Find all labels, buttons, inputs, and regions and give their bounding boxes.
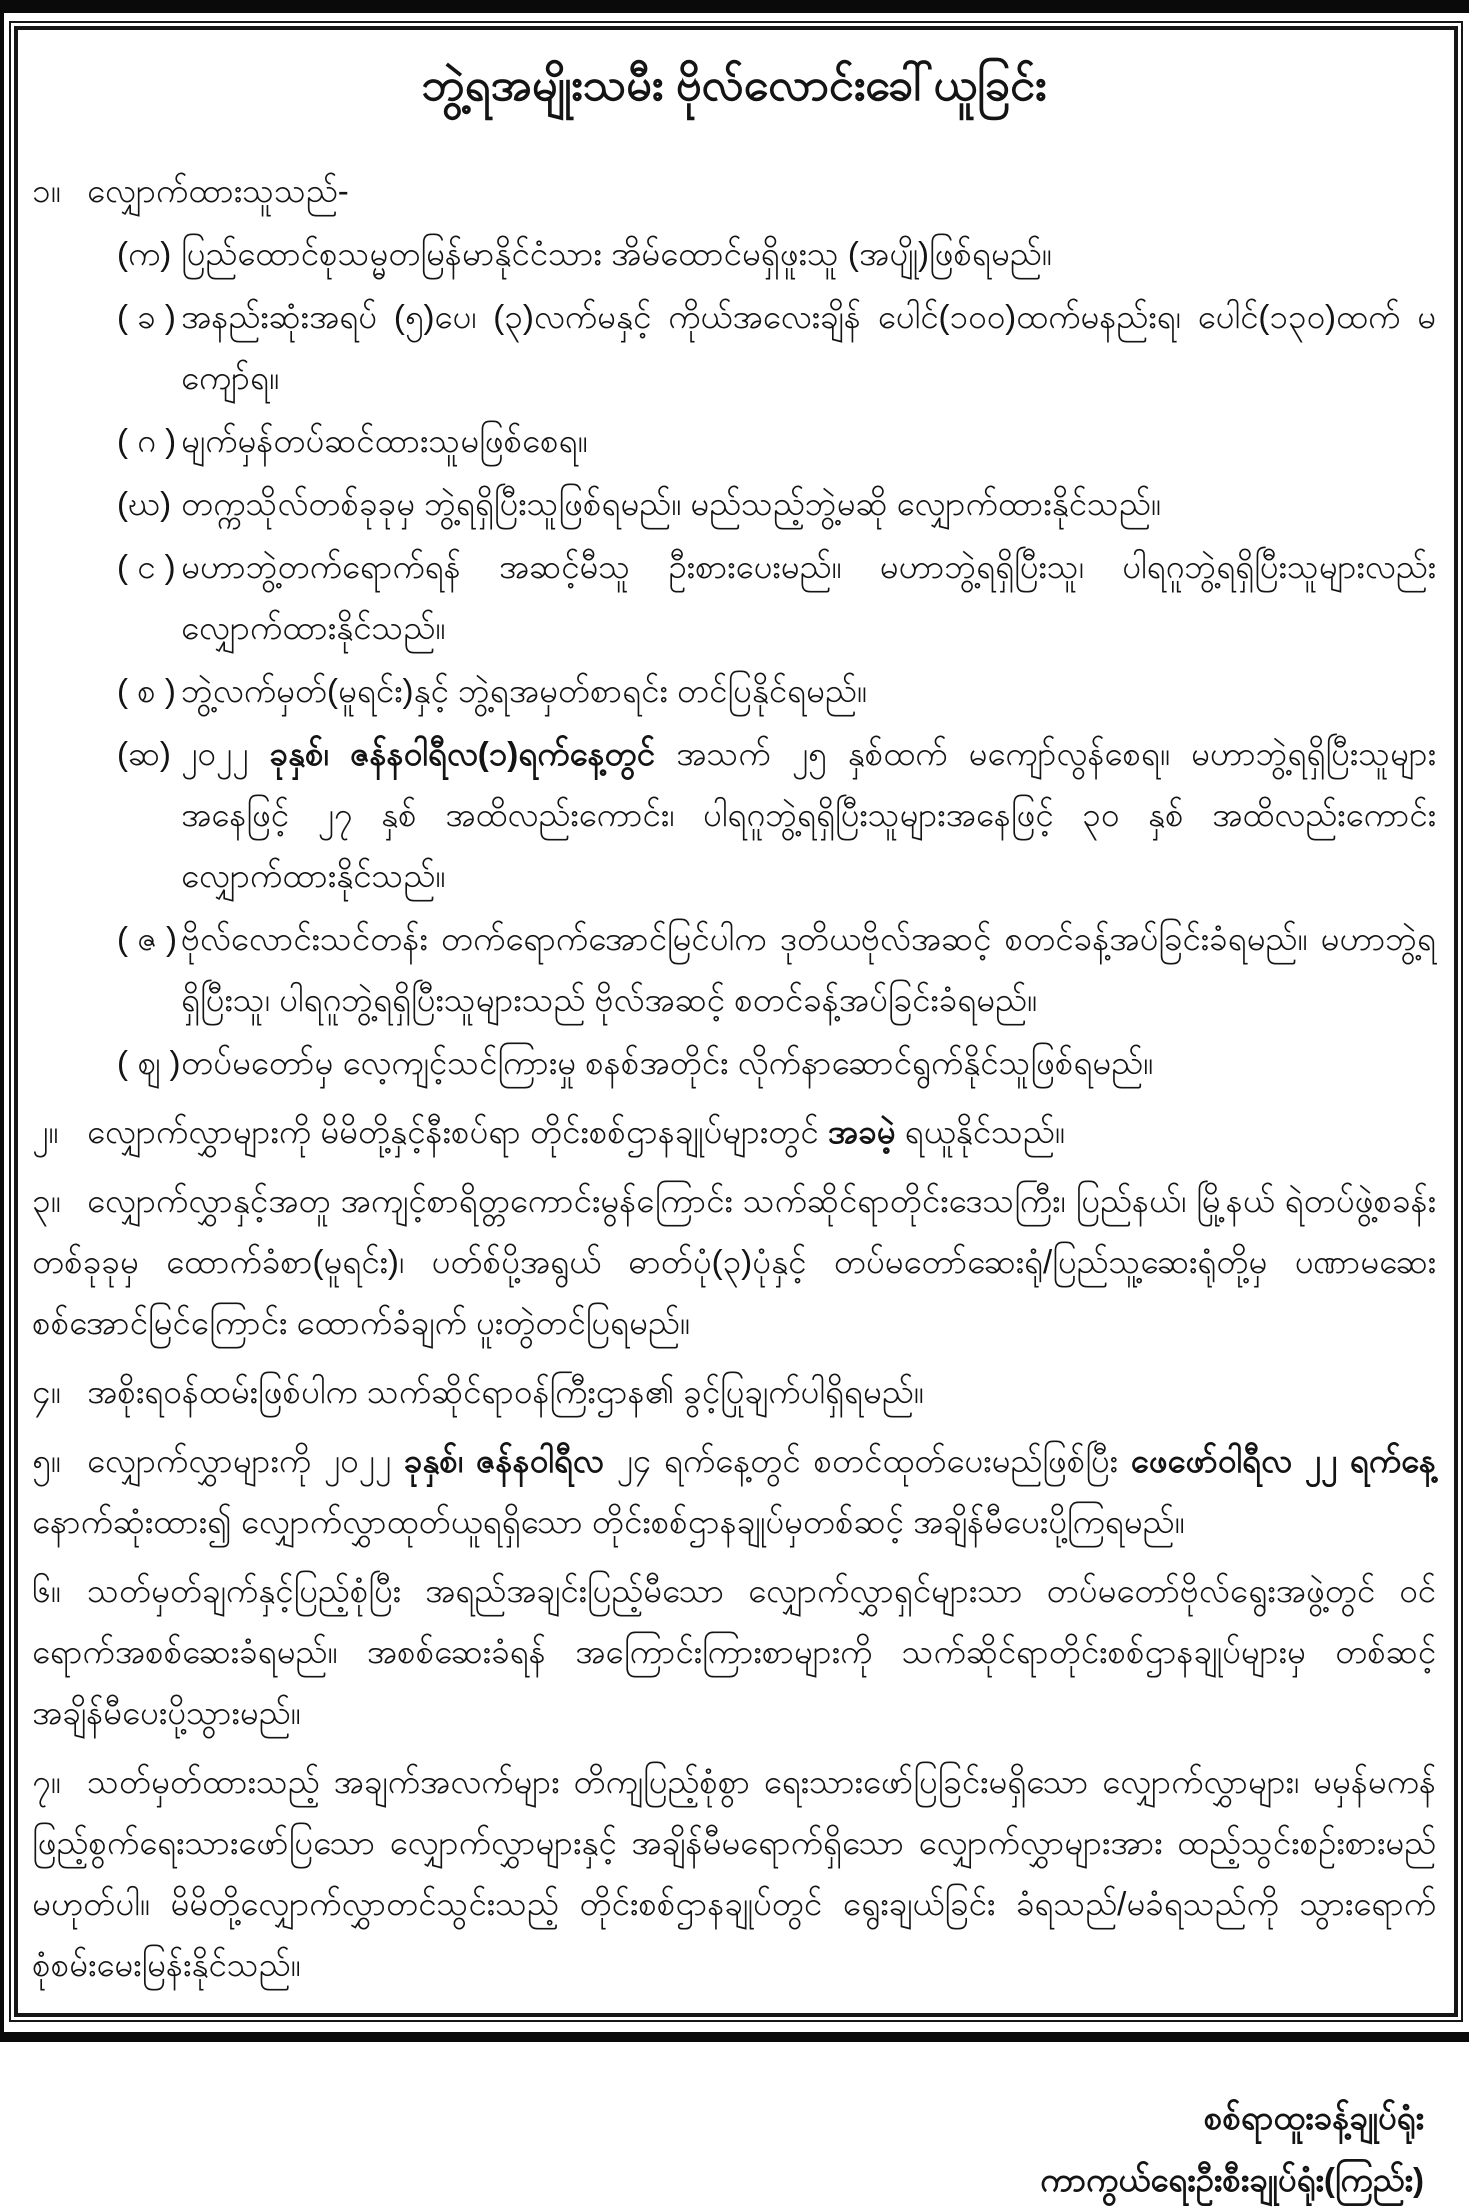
sub-item-sa-text: ဘွဲ့လက်မှတ်(မူရင်း)နှင့် ဘွဲ့ရအမှတ်စာရင်း တင်ပြနိုင်ရမည်။ bbox=[181, 672, 867, 709]
sub-item-sa bbox=[32, 660, 1436, 721]
sub-item-gha-text: တက္ကသိုလ်တစ်ခုခုမှ ဘွဲ့ရရှိပြီးသူဖြစ်ရမည်။ မည်သည့်ဘွဲ့မဆို လျှောက်ထားနိုင်သည်။ bbox=[181, 485, 1161, 522]
sub-item-jha-label: ( ဈ ) bbox=[117, 1044, 181, 1081]
item-3-number: ၃။ bbox=[32, 1182, 61, 1219]
item-1 bbox=[32, 160, 1436, 221]
signature-office-line1: စစ်ရာထူးခန့်ချုပ်ရုံး bbox=[1203, 2099, 1424, 2136]
sub-item-jha-text: တပ်မတော်မှ လေ့ကျင့်သင်ကြားမှု စနစ်အတိုင်း လိုက်နာဆောင်ရွက်နိုင်သူဖြစ်ရမည်။ bbox=[181, 1044, 1154, 1081]
item-5-text: လျှောက်လွှာများကို ၂၀၂၂ ခုနှစ်၊ ဇန်နဝါရီလ ၂၄ ရက်နေ့တွင် စတင်ထုတ်ပေးမည်ဖြစ်ပြီး ဖေဖော်ဝါရီလ ၂၂ ရက်နေ့နောက်ဆုံးထား၍ လျှောက်လွှာထုတ်ယူရရှိသော တိုင်းစစ်ဌာနချုပ်မှတစ်ဆင့် အချိန်မီပေးပို့ကြရမည်။ bbox=[32, 1442, 1436, 1540]
item-6 bbox=[32, 1560, 1436, 1743]
sub-item-ga-text: မျက်မှန်တပ်ဆင်ထားသူမဖြစ်စေရ။ bbox=[181, 422, 588, 459]
page-border-outer bbox=[9, 21, 1463, 2198]
sub-item-kha bbox=[32, 286, 1436, 408]
item-4-text: အစိုးရဝန်ထမ်းဖြစ်ပါက သက်ဆိုင်ရာဝန်ကြီးဌာန၏ ခွင့်ပြုချက်ပါရှိရမည်။ bbox=[87, 1373, 924, 1410]
signature-office-line2: ကာကွယ်ရေးဦးစီးချုပ်ရုံး(ကြည်း) bbox=[1040, 2161, 1424, 2198]
sub-item-hsa-text: ၂၀၂၂ ခုနှစ်၊ ဇန်နဝါရီလ(၁)ရက်နေ့တွင် အသက် ၂၅ နှစ်ထက် မကျော်လွန်စေရ။ မဟာဘွဲ့ရရှိပြီးသူများအနေဖြင့် ၂၇ နှစ် အထိလည်းကောင်း၊ ပါရဂူဘွဲ့ရရှိပြီးသူများအနေဖြင့် ၃၀ နှစ် အထိလည်းကောင်း လျှောက်ထားနိုင်သည်။ bbox=[181, 735, 1436, 894]
document-title: ဘွဲ့ရအမျိုးသမီး ဗိုလ်လောင်းခေါ်ယူခြင်း bbox=[421, 59, 1047, 110]
sub-item-gha bbox=[32, 473, 1436, 534]
paper-sheet bbox=[4, 13, 1469, 2198]
sub-item-ka bbox=[32, 223, 1436, 284]
item-6-number: ၆။ bbox=[32, 1572, 61, 1609]
sub-item-ga-label: ( ဂ ) bbox=[117, 422, 177, 459]
sub-item-ga bbox=[32, 410, 1436, 471]
sub-item-za-text: ဗိုလ်လောင်းသင်တန်း တက်ရောက်အောင်မြင်ပါက ဒုတိယဗိုလ်အဆင့် စတင်ခန့်အပ်ခြင်းခံရမည်။ မဟာဘွဲ့ရရှိပြီးသူ၊ ပါရဂူဘွဲ့ရရှိပြီးသူများသည် ဗိုလ်အဆင့် စတင်ခန့်အပ်ခြင်းခံရမည်။ bbox=[181, 920, 1436, 1018]
sub-item-kha-label: ( ခ ) bbox=[117, 298, 176, 335]
item-3 bbox=[32, 1170, 1436, 1353]
item-6-text: သတ်မှတ်ချက်နှင့်ပြည့်စုံပြီး အရည်အချင်းပြည့်မီသော လျှောက်လွှာရှင်များသာ တပ်မတော်ဗိုလ်ရွေးအဖွဲ့တွင် ဝင်ရောက်အစစ်ဆေးခံရမည်။ အစစ်ဆေးခံရန် အကြောင်းကြားစာများကို သက်ဆိုင်ရာတိုင်းစစ်ဌာနချုပ်များမှ တစ်ဆင့် အချိန်မီပေးပို့သွားမည်။ bbox=[32, 1572, 1436, 1731]
item-4 bbox=[32, 1361, 1436, 1422]
sub-item-ka-label: (က) bbox=[117, 235, 172, 272]
sub-item-hsa bbox=[32, 723, 1436, 906]
sub-item-ka-text: ပြည်ထောင်စုသမ္မတမြန်မာနိုင်ငံသား အိမ်ထောင်မရှိဖူးသူ (အပျို)ဖြစ်ရမည်။ bbox=[181, 235, 1052, 272]
item-5-number: ၅။ bbox=[32, 1442, 61, 1479]
item-1-intro: လျှောက်ထားသူသည်- bbox=[87, 172, 349, 209]
sub-item-sa-label: ( စ ) bbox=[117, 672, 176, 709]
sub-item-nga-text: မဟာဘွဲ့တက်ရောက်ရန် အဆင့်မီသူ ဦးစားပေးမည်။ မဟာဘွဲ့ရရှိပြီးသူ၊ ပါရဂူဘွဲ့ရရှိပြီးသူများလည်း လျှောက်ထားနိုင်သည်။ bbox=[181, 548, 1436, 646]
item-4-number: ၄။ bbox=[32, 1373, 61, 1410]
page-border-inner bbox=[14, 26, 1458, 2198]
item-2 bbox=[32, 1101, 1436, 1162]
sub-item-kha-text: အနည်းဆုံးအရပ် (၅)ပေ၊ (၃)လက်မနှင့် ကိုယ်အလေးချိန် ပေါင်(၁၀၀)ထက်မနည်းရ၊ ပေါင်(၁၃၀)ထက် မကျော်ရ။ bbox=[181, 298, 1436, 396]
sub-item-hsa-label: (ဆ) bbox=[117, 735, 171, 772]
item-7-text: သတ်မှတ်ထားသည့် အချက်အလက်များ တိကျပြည့်စုံစွာ ရေးသားဖော်ပြခြင်းမရှိသော လျှောက်လွှာများ၊ မမှန်မကန်ဖြည့်စွက်ရေးသားဖော်ပြသော လျှောက်လွှာများနှင့် အချိန်မီမရောက်ရှိသော လျှောက်လွှာများအား ထည့်သွင်းစဉ်းစားမည်မဟုတ်ပါ။ မိမိတို့လျှောက်လွှာတင်သွင်းသည့် တိုင်းစစ်ဌာနချုပ်တွင် ရွေးချယ်ခြင်း ခံရသည်/မခံရသည်ကို သွားရောက်စုံစမ်းမေးမြန်းနိုင်သည်။ bbox=[32, 1763, 1436, 1983]
sub-item-nga-label: ( င ) bbox=[117, 548, 176, 585]
sub-item-nga bbox=[32, 536, 1436, 658]
signature-block bbox=[32, 2087, 1436, 2211]
item-2-text: လျှောက်လွှာများကို မိမိတို့နှင့်နီးစပ်ရာ တိုင်းစစ်ဌာနချုပ်များတွင် အခမဲ့ ရယူနိုင်သည်။ bbox=[87, 1113, 1065, 1150]
sub-item-jha bbox=[32, 1032, 1436, 1093]
item-1-number: ၁။ bbox=[32, 172, 61, 209]
item-5 bbox=[32, 1430, 1436, 1552]
item-7-number: ၇။ bbox=[32, 1763, 61, 1800]
item-3-text: လျှောက်လွှာနှင့်အတူ အကျင့်စာရိတ္တကောင်းမွန်ကြောင်း သက်ဆိုင်ရာတိုင်းဒေသကြီး၊ ပြည်နယ်၊ မြို့နယ် ရဲတပ်ဖွဲ့စခန်းတစ်ခုခုမှ ထောက်ခံစာ(မူရင်း)၊ ပတ်စ်ပို့အရွယ် ဓာတ်ပုံ(၃)ပုံနှင့် တပ်မတော်ဆေးရုံ/ပြည်သူ့ဆေးရုံတို့မှ ပဏာမဆေးစစ်အောင်မြင်ကြောင်း ထောက်ခံချက် ပူးတွဲတင်ပြရမည်။ bbox=[32, 1182, 1436, 1341]
sub-item-gha-label: (ဃ) bbox=[117, 485, 172, 522]
sub-item-za-label: ( ဇ ) bbox=[117, 920, 177, 957]
item-7 bbox=[32, 1751, 1436, 1995]
item-2-number: ၂။ bbox=[32, 1113, 59, 1150]
sub-item-za bbox=[32, 908, 1436, 1030]
